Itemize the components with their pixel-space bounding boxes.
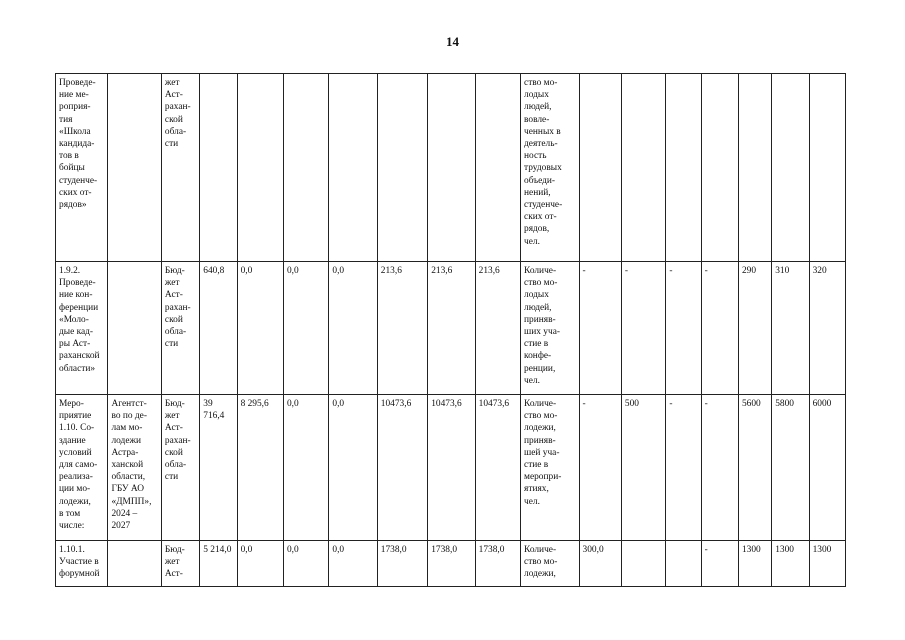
cell-text: Бюд- жет Аст- рахан- ской обла- сти [164,266,191,350]
amount-2029-cell [475,395,520,541]
cell-text: - [582,266,586,276]
cell-text: 8 295,6 [240,399,269,409]
indicator-value-cell [621,74,665,262]
cell-text: 5 214,0 [203,545,232,555]
cell-text: 0,0 [286,545,299,555]
amount-2024-cell [237,541,283,587]
funding-source-cell [161,395,199,541]
indicator-value-cell [701,262,738,395]
amount-2027-cell [377,541,427,587]
amount-2027-cell [377,262,427,395]
cell-text: 1300 [741,545,761,555]
executor-cell [108,74,161,262]
indicator-value-cell [738,541,771,587]
amount-2025-cell [283,74,328,262]
indicator-value-cell [701,541,738,587]
cell-text: 0,0 [286,266,299,276]
cell-text: 0,0 [332,545,345,555]
amount-2028-cell [428,541,475,587]
cell-text: Бюд- жет Аст- [164,545,185,580]
indicator-value-cell [738,74,771,262]
cell-text: 10473,6 [380,399,412,409]
amount-2029-cell [475,74,520,262]
indicator-value-cell [809,395,845,541]
cell-text: 1738,0 [380,545,407,555]
cell-text: 213,6 [431,266,453,276]
amount-2029-cell [475,262,520,395]
activity-name-cell [56,395,108,541]
cell-text: - [704,266,708,276]
cell-text: 10473,6 [478,399,510,409]
table-row [56,262,846,395]
page-number: 14 [446,34,459,49]
executor-cell [108,262,161,395]
indicator-value-cell [772,541,809,587]
indicator-value-cell [579,262,621,395]
cell-text: Количе- ство мо- лодежи, приняв- шей уча- стие в меропри- ятиях, чел. [524,399,562,507]
indicator-cell [521,262,580,395]
cell-text: - [704,399,708,409]
indicator-value-cell [701,395,738,541]
executor-cell [108,395,161,541]
cell-text: 300,0 [582,545,604,555]
cell-text: жет Аст- рахан- ской обла- сти [164,78,191,150]
indicator-value-cell [666,262,701,395]
table-row [56,74,846,262]
indicator-value-cell [772,262,809,395]
cell-text: 0,0 [286,399,299,409]
cell-text: Количе- ство мо- лодежи, [524,545,558,580]
indicator-value-cell [621,262,665,395]
activity-name-cell [56,262,108,395]
cell-text: Бюд- жет Аст- рахан- ской обла- сти [164,399,191,483]
program-table [55,73,846,587]
cell-text: Меро- приятие 1.10. Со- здание условий для само- реализа- ции мо- лодежи, в том числе: [59,399,98,532]
funding-source-cell [161,262,199,395]
cell-text: Количе- ство мо- лодых людей, приняв- ших уча- стие в конфе- ренции, чел. [524,266,560,386]
indicator-value-cell [579,74,621,262]
indicator-value-cell [621,541,665,587]
total-amount-cell [200,262,237,395]
indicator-value-cell [579,541,621,587]
indicator-value-cell [738,395,771,541]
indicator-value-cell [738,262,771,395]
amount-2028-cell [428,262,475,395]
cell-text: 10473,6 [431,399,462,409]
amount-2025-cell [283,262,328,395]
funding-source-cell [161,74,199,262]
indicator-cell [521,395,580,541]
cell-text: 5600 [741,399,761,409]
indicator-value-cell [666,395,701,541]
cell-text: - [669,399,673,409]
cell-text: 290 [741,266,757,276]
cell-text: 5800 [775,399,794,409]
cell-text: 1300 [812,545,832,555]
indicator-value-cell [809,541,845,587]
amount-2025-cell [283,395,328,541]
cell-text: 500 [624,399,639,409]
indicator-value-cell [666,74,701,262]
amount-2024-cell [237,74,283,262]
indicator-value-cell [701,74,738,262]
cell-text: 1738,0 [431,545,458,555]
amount-2029-cell [475,541,520,587]
cell-text: 0,0 [240,545,253,555]
indicator-value-cell [666,541,701,587]
indicator-value-cell [772,395,809,541]
indicator-cell [521,541,580,587]
amount-2027-cell [377,395,427,541]
cell-text: 213,6 [478,266,500,276]
cell-text: 320 [812,266,827,276]
cell-text: - [669,266,673,276]
cell-text: 39 716,4 [203,399,225,422]
indicator-value-cell [809,262,845,395]
amount-2024-cell [237,395,283,541]
amount-2026-cell [329,541,377,587]
cell-text: Агентст- во по де- лам мо- лодежи Астра- ханской области, ГБУ АО «ДМПП», 2024 – 2027 [111,399,152,532]
indicator-value-cell [809,74,845,262]
indicator-value-cell [621,395,665,541]
table-row [56,395,846,541]
cell-text: 1300 [775,545,794,555]
cell-text: 1.9.2. Проведе- ние кон- ференции «Моло- дые кад- ры Аст- раханской области» [59,266,100,374]
cell-text: 0,0 [332,266,345,276]
cell-text: - [704,545,708,555]
cell-text: 1738,0 [478,545,505,555]
indicator-value-cell [579,395,621,541]
cell-text: Проведе- ние ме- роприя- тия «Школа кандида- тов в бойцы студенче- ских от- рядов» [59,78,98,211]
cell-text: ство мо- лодых людей, вовле- ченных в деятель- ность трудовых объеди- нений, студенче- ских от- рядов, чел. [524,78,563,247]
total-amount-cell [200,74,237,262]
amount-2027-cell [377,74,427,262]
activity-name-cell [56,541,108,587]
indicator-value-cell [772,74,809,262]
table-row [56,541,846,587]
cell-text: 310 [775,266,790,276]
funding-source-cell [161,541,199,587]
cell-text: 6000 [812,399,832,409]
total-amount-cell [200,541,237,587]
cell-text: 640,8 [203,266,225,276]
cell-text: 213,6 [380,266,402,276]
amount-2024-cell [237,262,283,395]
executor-cell [108,541,161,587]
amount-2028-cell [428,395,475,541]
cell-text: - [582,399,586,409]
cell-text: - [624,266,629,276]
indicator-cell [521,74,580,262]
amount-2026-cell [329,395,377,541]
amount-2025-cell [283,541,328,587]
cell-text: 1.10.1. Участие в форумной [59,545,100,580]
total-amount-cell [200,395,237,541]
activity-name-cell [56,74,108,262]
amount-2026-cell [329,74,377,262]
cell-text: 0,0 [240,266,253,276]
amount-2028-cell [428,74,475,262]
cell-text: 0,0 [332,399,345,409]
amount-2026-cell [329,262,377,395]
